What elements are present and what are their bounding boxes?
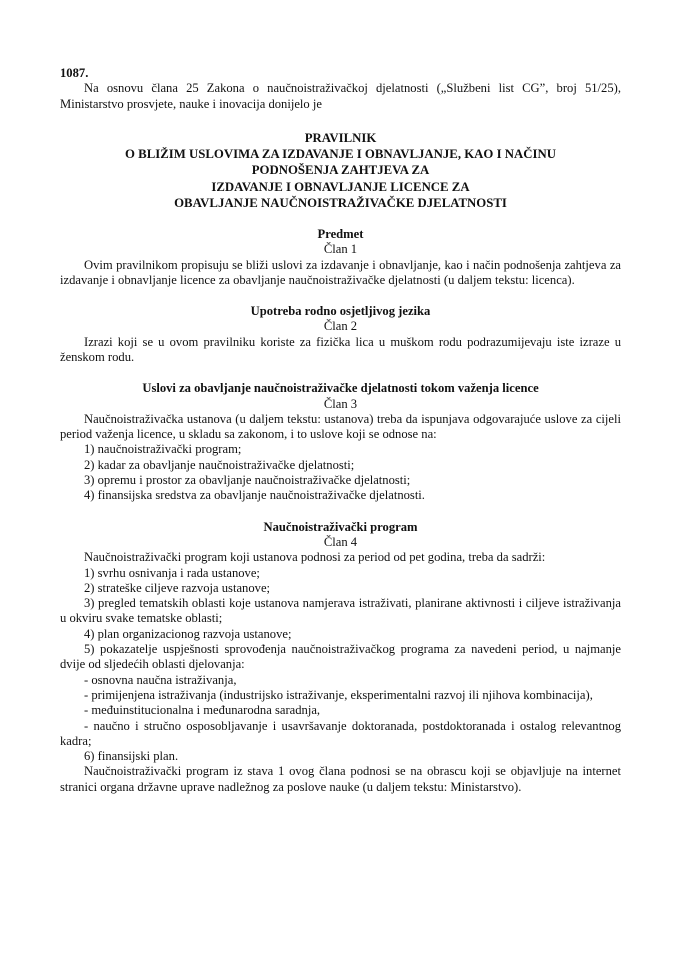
document-number: 1087. <box>60 66 89 80</box>
article-number: Član 2 <box>323 319 358 334</box>
list-item: 1) svrhu osnivanja i rada ustanove; <box>84 565 260 580</box>
section-program <box>60 520 621 795</box>
title-line: PODNOŠENJA ZAHTJEVA ZA <box>251 163 430 178</box>
list-item: 4) plan organizacionog razvoja ustanove; <box>84 626 292 641</box>
title-line: PRAVILNIK <box>304 130 377 145</box>
list-item: 4) finansijska sredstva za obavljanje naučnoistraživačke djelatnosti. <box>84 488 425 503</box>
document-title <box>60 130 621 211</box>
list-item: 1) naučnoistraživački program; <box>84 442 242 457</box>
article-text: Izrazi koji se u ovom pravilniku koriste za fizička lica u muškom rodu podrazumijevaju iste izraze u ženskom rodu. <box>60 334 621 364</box>
list-item: 3) pregled tematskih oblasti koje ustanova namjerava istraživati, planirane aktivnosti i ciljeve istraživanja u okviru svake tematske oblasti; <box>60 596 621 626</box>
article-number: Član 3 <box>323 396 358 411</box>
preamble: Na osnovu člana 25 Zakona o naučnoistraživačkoj djelatnosti („Službeni list CG”, broj 51/25), Ministarstvo prosvjete, nauke i inovacija donijelo je <box>60 81 621 111</box>
title-line: IZDAVANJE I OBNAVLJANJE LICENCE ZA <box>211 179 470 194</box>
article-number: Član 1 <box>323 242 358 257</box>
list-item: 2) strateške ciljeve razvoja ustanove; <box>84 580 271 595</box>
dash-item: - naučno i stručno osposobljavanje i usavršavanje doktoranada, postdoktoranada i ostalog relevantnog kadra; <box>60 718 621 748</box>
section-heading: Upotreba rodno osjetljivog jezika <box>250 304 431 319</box>
article-text: Ovim pravilnikom propisuju se bliži uslovi za izdavanje i obnavljanje, kao i način podnošenja zahtjeva za izdavanje i obnavljanje licence za obavljanje naučnoistraživačke djelatnosti (u daljem tekstu: licenca). <box>60 257 621 287</box>
dash-item: - osnovna naučna istraživanja, <box>84 672 237 687</box>
section-predmet <box>60 227 621 288</box>
document-body <box>60 66 621 795</box>
list-item: 3) opremu i prostor za obavljanje naučnoistraživačke djelatnosti; <box>84 473 411 488</box>
article-text: Naučnoistraživački program koji ustanova podnosi za period od pet godina, treba da sadrži: <box>84 550 546 565</box>
dash-item: - međuinstitucionalna i međunarodna saradnja, <box>84 703 321 718</box>
section-heading: Uslovi za obavljanje naučnoistraživačke djelatnosti tokom važenja licence <box>142 381 539 396</box>
article-closing-text: Naučnoistraživački program iz stava 1 ovog člana podnosi se na obrascu koji se objavljuje na internet stranici organa državne uprave nadležnog za poslove nauke (u daljem tekstu: Ministarstvo). <box>60 764 621 794</box>
section-gender-language <box>60 304 621 365</box>
title-line: O BLIŽIM USLOVIMA ZA IZDAVANJE I OBNAVLJANJE, KAO I NAČINU <box>125 147 556 162</box>
list-item: 6) finansijski plan. <box>84 749 179 764</box>
section-heading: Naučnoistraživački program <box>263 519 418 534</box>
list-item: 5) pokazatelje uspješnosti sprovođenja naučnoistraživačkog programa za navedeni period, u najmanje dvije od sljedećih oblasti djelovanja: <box>60 642 621 672</box>
article-text: Naučnoistraživačka ustanova (u daljem tekstu: ustanova) treba da ispunjava odgovarajuće uslove za cijeli period važenja licence, u skladu sa zakonom, i to uslove koji se odnose na: <box>60 411 621 442</box>
section-heading: Predmet <box>317 226 364 241</box>
dash-item: - primijenjena istraživanja (industrijsko istraživanje, eksperimentalni razvoj ili njihova kombinacija), <box>84 687 593 702</box>
list-item: 2) kadar za obavljanje naučnoistraživačke djelatnosti; <box>84 457 355 472</box>
section-conditions <box>60 381 621 503</box>
article-number: Član 4 <box>323 534 358 549</box>
title-line: OBAVLJANJE NAUČNOISTRAŽIVAČKE DJELATNOSTI <box>174 195 507 210</box>
